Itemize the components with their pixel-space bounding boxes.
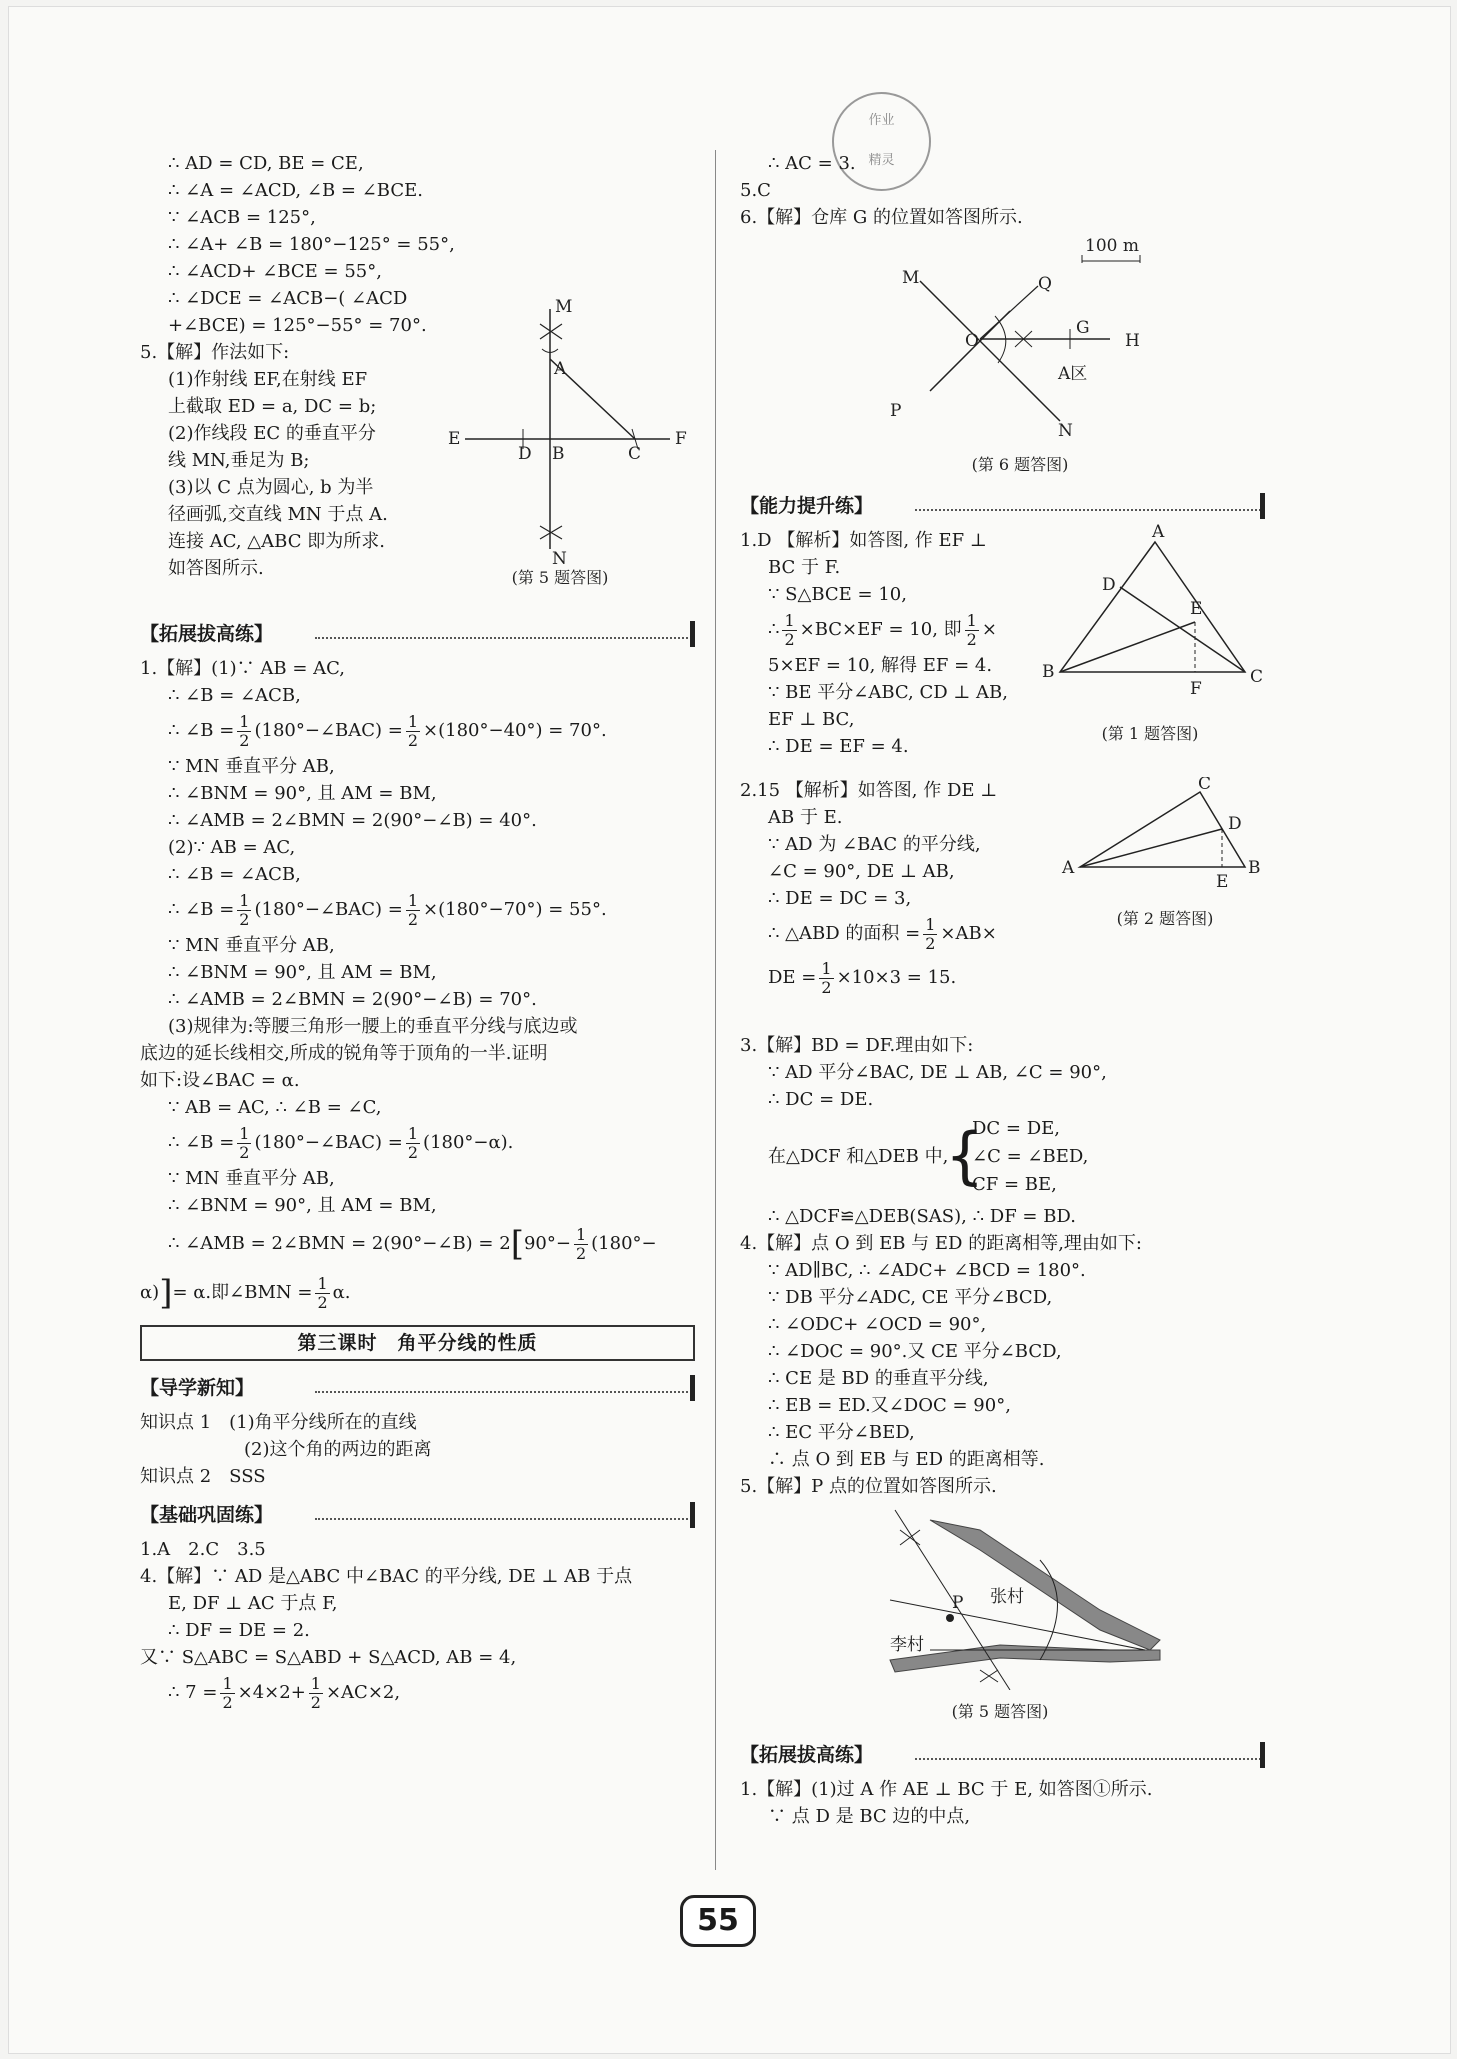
label-licun: 李村 bbox=[890, 1635, 924, 1655]
jichu-answers: 1.A 2.C 3.5 bbox=[140, 1539, 266, 1560]
text-line: 4.【解】点 O 到 EB 与 ED 的距离相等,理由如下: bbox=[740, 1233, 1142, 1254]
figure-2-caption: (第 2 题答图) bbox=[1116, 909, 1214, 928]
left-column: ∴ AD = CD, BE = CE, ∴ ∠A = ∠ACD, ∠B = ∠BCE. ∵ ∠ACB = 125°, ∴ ∠A+ ∠B = 180°−125° = 55°, ∴ ∠ACD+ ∠BCE = 55°, ∴ ∠DCE = ∠ACB−( ∠ACD +∠BCE) = 125°−55° = 70°. 5.【解】作法如下: (1)作射线 EF,在射线 EF 上截取 ED = a, DC = b; (2)作线段 EC 的垂直平分 线 MN,垂足为 B; (3)以 C 点为圆心, b 为半 径画弧,交直线 MN 于点 A. 连接 AC, △ABC 即为所求. 如答图所示. M A E D B C F N (第 5 题答图) 【拓展拔高练】 1.【解】(1)∵ AB = AC, ∴ ∠B = ∠ACB, ∴ ∠B = $\frac{1}{2}$ (180°−∠BAC) = $\frac{1}{2}$ ×(180°−40°) = 70°. ∵ MN 垂直平分 AB, ∴ ∠BNM = 90°, 且 AM = BM, ∴ ∠AMB = 2∠BMN = 2(90°−∠B) = 40°. (2)∵ AB = AC, ∴ ∠B = ∠ACB, ∴ ∠B = $\frac{1}{2}$ (180°−∠BAC) = $\frac{1}{2}$ ×(180°−70°) = 55°. ∵ MN 垂直平分 AB, ∴ ∠BNM = 90°, 且 AM = BM, ∴ ∠AMB = 2∠BMN = 2(90°−∠B) = 70°. (3)规律为:等腰三角形一腰上的垂直平分线与底边或 底边的延长线相交,所成的锐角等于顶角的一半.证明 如下:设∠BAC = α. ∵ AB = AC, ∴ ∠B = ∠C, ∴ ∠B = $\frac{1}{2}$ (180°−∠BAC) = $\frac{1}{2}$ (180°−α). ∵ MN 垂直平分 AB, ∴ ∠BNM = 90°, 且 AM = BM, ∴ ∠AMB = 2∠BMN = 2(90°−∠B) = 2[90°− $\frac{1}{2}$ (180°− α)]= α.即∠BMN = $\frac{1}{2}$ α. 第三课时 角平分线的性质 【导学新知】 知识点 1 (1)角平分线所在的直线 (2)这个角的两边的距离 知识点 2 SSS 【基础巩固练】 1.A 2.C 3.5 4.【解】∵ AD 是△ABC 中∠BAC 的平分线, DE ⊥ AB 于点 E, DF ⊥ AC 于点 F, ∴ DF = DE = 2. 又∵ S△ABC = S△ABD + S△ACD, AB = 4, ∴ 7 = $\frac{1}{2}$ ×4×2+ $\frac{1}{2}$ ×AC×2, bbox=[140, 150, 695, 1715]
section-tuozhan-right: 【拓展拔高练】 bbox=[740, 1740, 1265, 1770]
scale-label: 100 m bbox=[1085, 236, 1139, 256]
figure-1 bbox=[1040, 522, 1265, 752]
text-line: ∴ ∠ACD+ ∠BCE = 55°, bbox=[168, 261, 382, 282]
label-C1: C bbox=[1250, 667, 1264, 687]
figure-2 bbox=[1060, 777, 1265, 937]
column-divider bbox=[715, 150, 716, 1870]
label-N: N bbox=[552, 549, 567, 569]
label-D: D bbox=[518, 444, 532, 464]
text-line: 5.【解】作法如下: bbox=[140, 342, 290, 363]
figure-6 bbox=[740, 231, 1265, 481]
nengli-q4 bbox=[740, 1230, 1265, 1473]
text-line: ∴ EC 平分∠BED, bbox=[768, 1422, 915, 1443]
label-F: F bbox=[675, 429, 687, 449]
text-line: +∠BCE) = 125°−55° = 70°. bbox=[168, 315, 427, 336]
tuozhan-q1: 1.【解】(1)∵ AB = AC, ∴ ∠B = ∠ACB, ∴ ∠B = $\frac{1}{2}$ (180°−∠BAC) = $\frac{1}{2}$ ×(180°−40°) = 70°. ∵ MN 垂直平分 AB, ∴ ∠BNM = 90°, 且 AM = BM, ∴ ∠AMB = 2∠BMN = 2(90°−∠B) = 40°. (2)∵ AB = AC, ∴ ∠B = ∠ACB, ∴ ∠B = $\frac{1}{2}$ (180°−∠BAC) = $\frac{1}{2}$ ×(180°−70°) = 55°. ∵ MN 垂直平分 AB, ∴ ∠BNM = 90°, 且 AM = BM, ∴ ∠AMB = 2∠BMN = 2(90°−∠B) = 70°. (3)规律为:等腰三角形一腰上的垂直平分线与底边或 底边的延长线相交,所成的锐角等于顶角的一半.证明 如下:设∠BAC = α. ∵ AB = AC, ∴ ∠B = ∠C, ∴ ∠B = $\frac{1}{2}$ (180°−∠BAC) = $\frac{1}{2}$ (180°−α). ∵ MN 垂直平分 AB, ∴ ∠BNM = 90°, 且 AM = BM, ∴ ∠AMB = 2∠BMN = 2(90°−∠B) = 2[90°− $\frac{1}{2}$ (180°− α)]= α.即∠BMN = $\frac{1}{2}$ α. bbox=[140, 658, 657, 1313]
label-A1: A bbox=[1152, 522, 1165, 542]
section-jichu: 【基础巩固练】 bbox=[140, 1500, 695, 1530]
label-zhangcun: 张村 bbox=[990, 1587, 1024, 1607]
label-G: G bbox=[1076, 318, 1090, 338]
knowledge-point-1b: (2)这个角的两边的距离 bbox=[244, 1439, 432, 1460]
text-line: ∴ ∠A+ ∠B = 180°−125° = 55°, bbox=[168, 234, 455, 255]
text-line: ∴ ∠A = ∠ACD, ∠B = ∠BCE. bbox=[168, 180, 423, 201]
label-A: A bbox=[554, 359, 567, 379]
figure-5r-caption: (第 5 题答图) bbox=[951, 1702, 1049, 1721]
label-B1: B bbox=[1042, 662, 1055, 682]
nengli-q5: 5.【解】P 点的位置如答图所示. bbox=[740, 1476, 997, 1497]
label-F1: F bbox=[1190, 679, 1202, 699]
figure-5 bbox=[430, 294, 695, 604]
nengli-q1: 1.D 【解析】如答图, 作 EF ⊥ BC 于 F. ∵ S△BCE = 10, ∴ $\frac{1}{2}$ ×BC×EF = 10, 即 $\frac{1}{2}$ × 5×EF = 10, 解得 EF = 4. ∵ BE 平分∠ABC, CD ⊥ AB, EF ⊥ BC, ∴ DE = EF = 4. bbox=[740, 530, 1009, 757]
text-line: ∴ CE 是 BD 的垂直平分线, bbox=[768, 1368, 989, 1389]
text-line: 上截取 ED = a, DC = b; bbox=[168, 396, 377, 417]
label-A-zone: A区 bbox=[1058, 364, 1088, 384]
label-B2: B bbox=[1248, 858, 1261, 878]
figure-1-svg bbox=[1040, 522, 1265, 722]
label-A2: A bbox=[1062, 858, 1075, 878]
section-tuozhan: 【拓展拔高练】 bbox=[140, 619, 695, 649]
question-5 bbox=[140, 339, 460, 582]
knowledge-point-1: 知识点 1 (1)角平分线所在的直线 bbox=[140, 1412, 417, 1433]
figure-6-svg bbox=[740, 231, 1265, 451]
jichu-q4: 4.【解】∵ AD 是△ABC 中∠BAC 的平分线, DE ⊥ AB 于点 bbox=[140, 1566, 633, 1587]
text-line: ∴ ∠DCE = ∠ACB−( ∠ACD bbox=[168, 288, 408, 309]
label-D2: D bbox=[1228, 814, 1242, 834]
text-line: ∴ 点 O 到 EB 与 ED 的距离相等. bbox=[768, 1449, 1045, 1470]
label-O: O bbox=[965, 331, 979, 351]
page-number: 55 bbox=[680, 1895, 756, 1947]
label-P: P bbox=[890, 401, 902, 421]
text-line: (1)作射线 EF,在射线 EF bbox=[168, 369, 368, 390]
figure-5r-svg bbox=[740, 1500, 1265, 1690]
nengli-q2: 2.15 【解析】如答图, 作 DE ⊥ AB 于 E. ∵ AD 为 ∠BAC 的平分线, ∠C = 90°, DE ⊥ AB, ∴ DE = DC = 3, ∴ △ABD 的面积 = $\frac{1}{2}$ ×AB× DE = $\frac{1}{2}$ ×10×3 = 15. bbox=[740, 780, 998, 997]
text-line: (3)以 C 点为圆心, b 为半 bbox=[168, 477, 374, 498]
stamp-logo: 作业 精灵 bbox=[832, 92, 931, 191]
label-M6: M bbox=[902, 268, 920, 288]
figure-2-svg bbox=[1060, 777, 1265, 897]
right-column: ∴ AC = 3. 5.C 6.【解】仓库 G 的位置如答图所示. 100 m M Q O G H P N A区 (第 6 题答图) 【能力提升练】 1.D 【解析】如答图, 作 EF ⊥ BC 于 F. ∵ S△BCE = 10, ∴ $\frac{1}{2}$ ×BC×EF = 10, 即 $\frac{1}{2}$ × 5×EF = 10, 解得 EF = 4. ∵ BE 平分∠ABC, CD ⊥ AB, EF ⊥ BC, ∴ DE = EF = 4. A D E B F C (第 1 题答图) 2.15 【解析】如答图, 作 DE ⊥ AB 于 E. ∵ AD 为 ∠BAC 的平分线, ∠C = 90°, DE ⊥ AB, ∴ DE = DC = 3, ∴ △ABD 的面积 = $\frac{1}{2}$ ×AB× DE = $\frac{1}{2}$ ×10×3 = 15. C D A E B (第 2 题答图) 3.【解】BD = DF.理由如下: ∵ AD 平分∠BAC, DE ⊥ AB, ∠C = 90°, ∴ DC = DE. 在△DCF 和△DEB 中, { DC = DE, ∠C = ∠BED, CF = BE, ∴ △DCF≌△DEB(SAS), ∴ DF = BD. 4.【解】点 O 到 EB 与 ED 的距离相等,理由如下: ∵ AD∥BC, ∴ ∠ADC+ ∠BCD = 180°. ∵ DB 平分∠ADC, CE 平分∠BCD, ∴ ∠ODC+ ∠OCD = 90°, ∴ ∠DOC = 90°.又 CE 平分∠BCD, ∴ CE 是 BD 的垂直平分线, ∴ EB = ED.又∠DOC = 90°, ∴ EC 平分∠BED, ∴ 点 O 到 EB 与 ED 的距离相等. 5.【解】P 点的位置如答图所示. P 张村 李村 (第 5 题答图) 【拓展拔高练】 1.【解】(1)过 A 作 AE ⊥ BC 于 E, 如答图①所示. ∵ 点 D 是 BC 边的中点, bbox=[740, 153, 1264, 1827]
figure-5-caption: (第 5 题答图) bbox=[511, 568, 609, 587]
figure-5r bbox=[740, 1500, 1265, 1730]
label-D1: D bbox=[1102, 575, 1116, 595]
figure-1-caption: (第 1 题答图) bbox=[1101, 724, 1199, 743]
text-line: ∴ AD = CD, BE = CE, bbox=[168, 153, 364, 174]
label-C2: C bbox=[1198, 777, 1212, 794]
nengli-q3: 3.【解】BD = DF.理由如下: ∵ AD 平分∠BAC, DE ⊥ AB, ∠C = 90°, ∴ DC = DE. 在△DCF 和△DEB 中, { DC = DE, ∠C = ∠BED, CF = BE, ∴ △DCF≌△DEB(SAS), ∴ DF = BD. bbox=[740, 1035, 1107, 1227]
label-H: H bbox=[1125, 331, 1140, 351]
figure-6-caption: (第 6 题答图) bbox=[971, 455, 1069, 474]
label-C: C bbox=[628, 444, 642, 464]
text-line: 连接 AC, △ABC 即为所求. bbox=[168, 531, 385, 552]
text-line: ∵ ∠ACB = 125°, bbox=[168, 207, 316, 228]
label-B: B bbox=[552, 444, 565, 464]
section-daoxue: 【导学新知】 bbox=[140, 1373, 695, 1403]
text-line: ∴ EB = ED.又∠DOC = 90°, bbox=[768, 1395, 1011, 1416]
lesson-title: 第三课时 角平分线的性质 bbox=[140, 1325, 695, 1361]
label-E2: E bbox=[1216, 872, 1229, 892]
label-M: M bbox=[555, 297, 573, 317]
text-line: (2)作线段 EC 的垂直平分 bbox=[168, 423, 376, 444]
section-nengli: 【能力提升练】 bbox=[740, 491, 1265, 521]
knowledge-point-2: 知识点 2 SSS bbox=[140, 1466, 266, 1487]
text-line: ∵ DB 平分∠ADC, CE 平分∠BCD, bbox=[768, 1287, 1053, 1308]
label-E: E bbox=[448, 429, 461, 449]
text-line: ∴ ∠ODC+ ∠OCD = 90°, bbox=[768, 1314, 987, 1335]
label-E1: E bbox=[1190, 599, 1203, 619]
text-line: ∴ ∠DOC = 90°.又 CE 平分∠BCD, bbox=[768, 1341, 1062, 1362]
label-Q: Q bbox=[1038, 274, 1052, 294]
text-line: 线 MN,垂足为 B; bbox=[168, 450, 310, 471]
text-line: 径画弧,交直线 MN 于点 A. bbox=[168, 504, 388, 525]
text-line: 如答图所示. bbox=[168, 558, 264, 579]
label-N6: N bbox=[1058, 421, 1073, 441]
label-P5: P bbox=[952, 1593, 964, 1613]
figure-5-svg bbox=[430, 294, 695, 584]
text-line: ∵ AD∥BC, ∴ ∠ADC+ ∠BCD = 180°. bbox=[768, 1260, 1086, 1281]
